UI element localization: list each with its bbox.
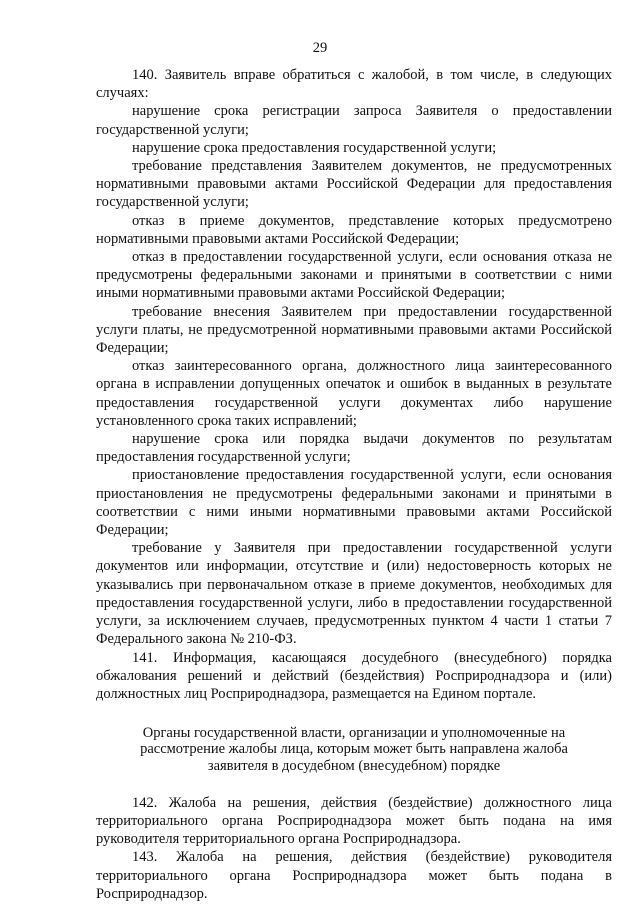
list-item-documents-requirement: требование у Заявителя при предоставлении государственной услуги документов или информации, отсутствие и (или) недостоверность которых не указывались при первоначальном отказе в приеме документов, необходимых для предоставления государственной услуги, либо в предоставлении государственной услуги, за исключением случаев, предусмотренных пунктом 4 части 1 статьи 7 Федерального закона № 210-ФЗ. [96, 540, 612, 648]
section-heading: Органы государственной власти, организации и уполномоченные на рассмотрение жалобы лица, которым может быть направлена жалоба заявителя в досудебном (внесудебном) порядке [140, 725, 568, 774]
document-body [96, 66, 612, 903]
paragraph-143: 143. Жалоба на решения, действия (бездействие) руководителя территориального органа Росприроднадзора может быть подана в Росприроднадзор. [96, 849, 612, 902]
list-item-suspension: приостановление предоставления государственной услуги, если основания приостановления не предусмотрены федеральными законами и принятыми в соответствии с ними иными нормативными правовыми актами Российской Федерации; [96, 467, 612, 539]
list-item-extra-documents: требование представления Заявителем документов, не предусмотренных нормативными правовыми актами Российской Федерации для предоставления государственной услуги; [96, 158, 612, 211]
paragraph-140: 140. Заявитель вправе обратиться с жалобой, в том числе, в следующих случаях: [96, 67, 612, 102]
paragraph-141: 141. Информация, касающаяся досудебного (внесудебного) порядка обжалования решений и действий (бездействия) Росприроднадзора и (или) должностных лиц Росприроднадзора, размещается на Едином портале. [96, 649, 612, 702]
list-item-correction-refusal: отказ заинтересованного органа, должностного лица заинтересованного органа в исправлении допущенных опечаток и ошибок в выданных в результате предоставления государственной услуги документах либо нарушение установленного срока таких исправлений; [96, 358, 612, 429]
list-item-registration-term: нарушение срока регистрации запроса Заявителя о предоставлении государственной услуги; [96, 103, 612, 138]
list-item-issuance-term: нарушение срока или порядка выдачи документов по результатам предоставления государственной услуги; [96, 431, 612, 466]
list-item-refusal-acceptance: отказ в приеме документов, представление которых предусмотрено нормативными правовыми актами Российской Федерации; [96, 212, 612, 247]
list-item-fee-requirement: требование внесения Заявителем при предоставлении государственной услуги платы, не предусмотренной нормативными правовыми актами Российской Федерации; [96, 303, 612, 357]
list-item-refusal-service: отказ в предоставлении государственной услуги, если основания отказа не предусмотрены федеральными законами и принятыми в соответствии с ними иными нормативными правовыми актами Российской Федерации; [96, 249, 612, 302]
paragraph-142: 142. Жалоба на решения, действия (бездействие) должностного лица территориального органа Росприроднадзора может быть подана на имя руководителя территориального органа Росприроднадзора. [96, 794, 612, 848]
page-number: 29 [312, 40, 328, 56]
list-item-service-term: нарушение срока предоставления государственной услуги; [132, 139, 497, 156]
